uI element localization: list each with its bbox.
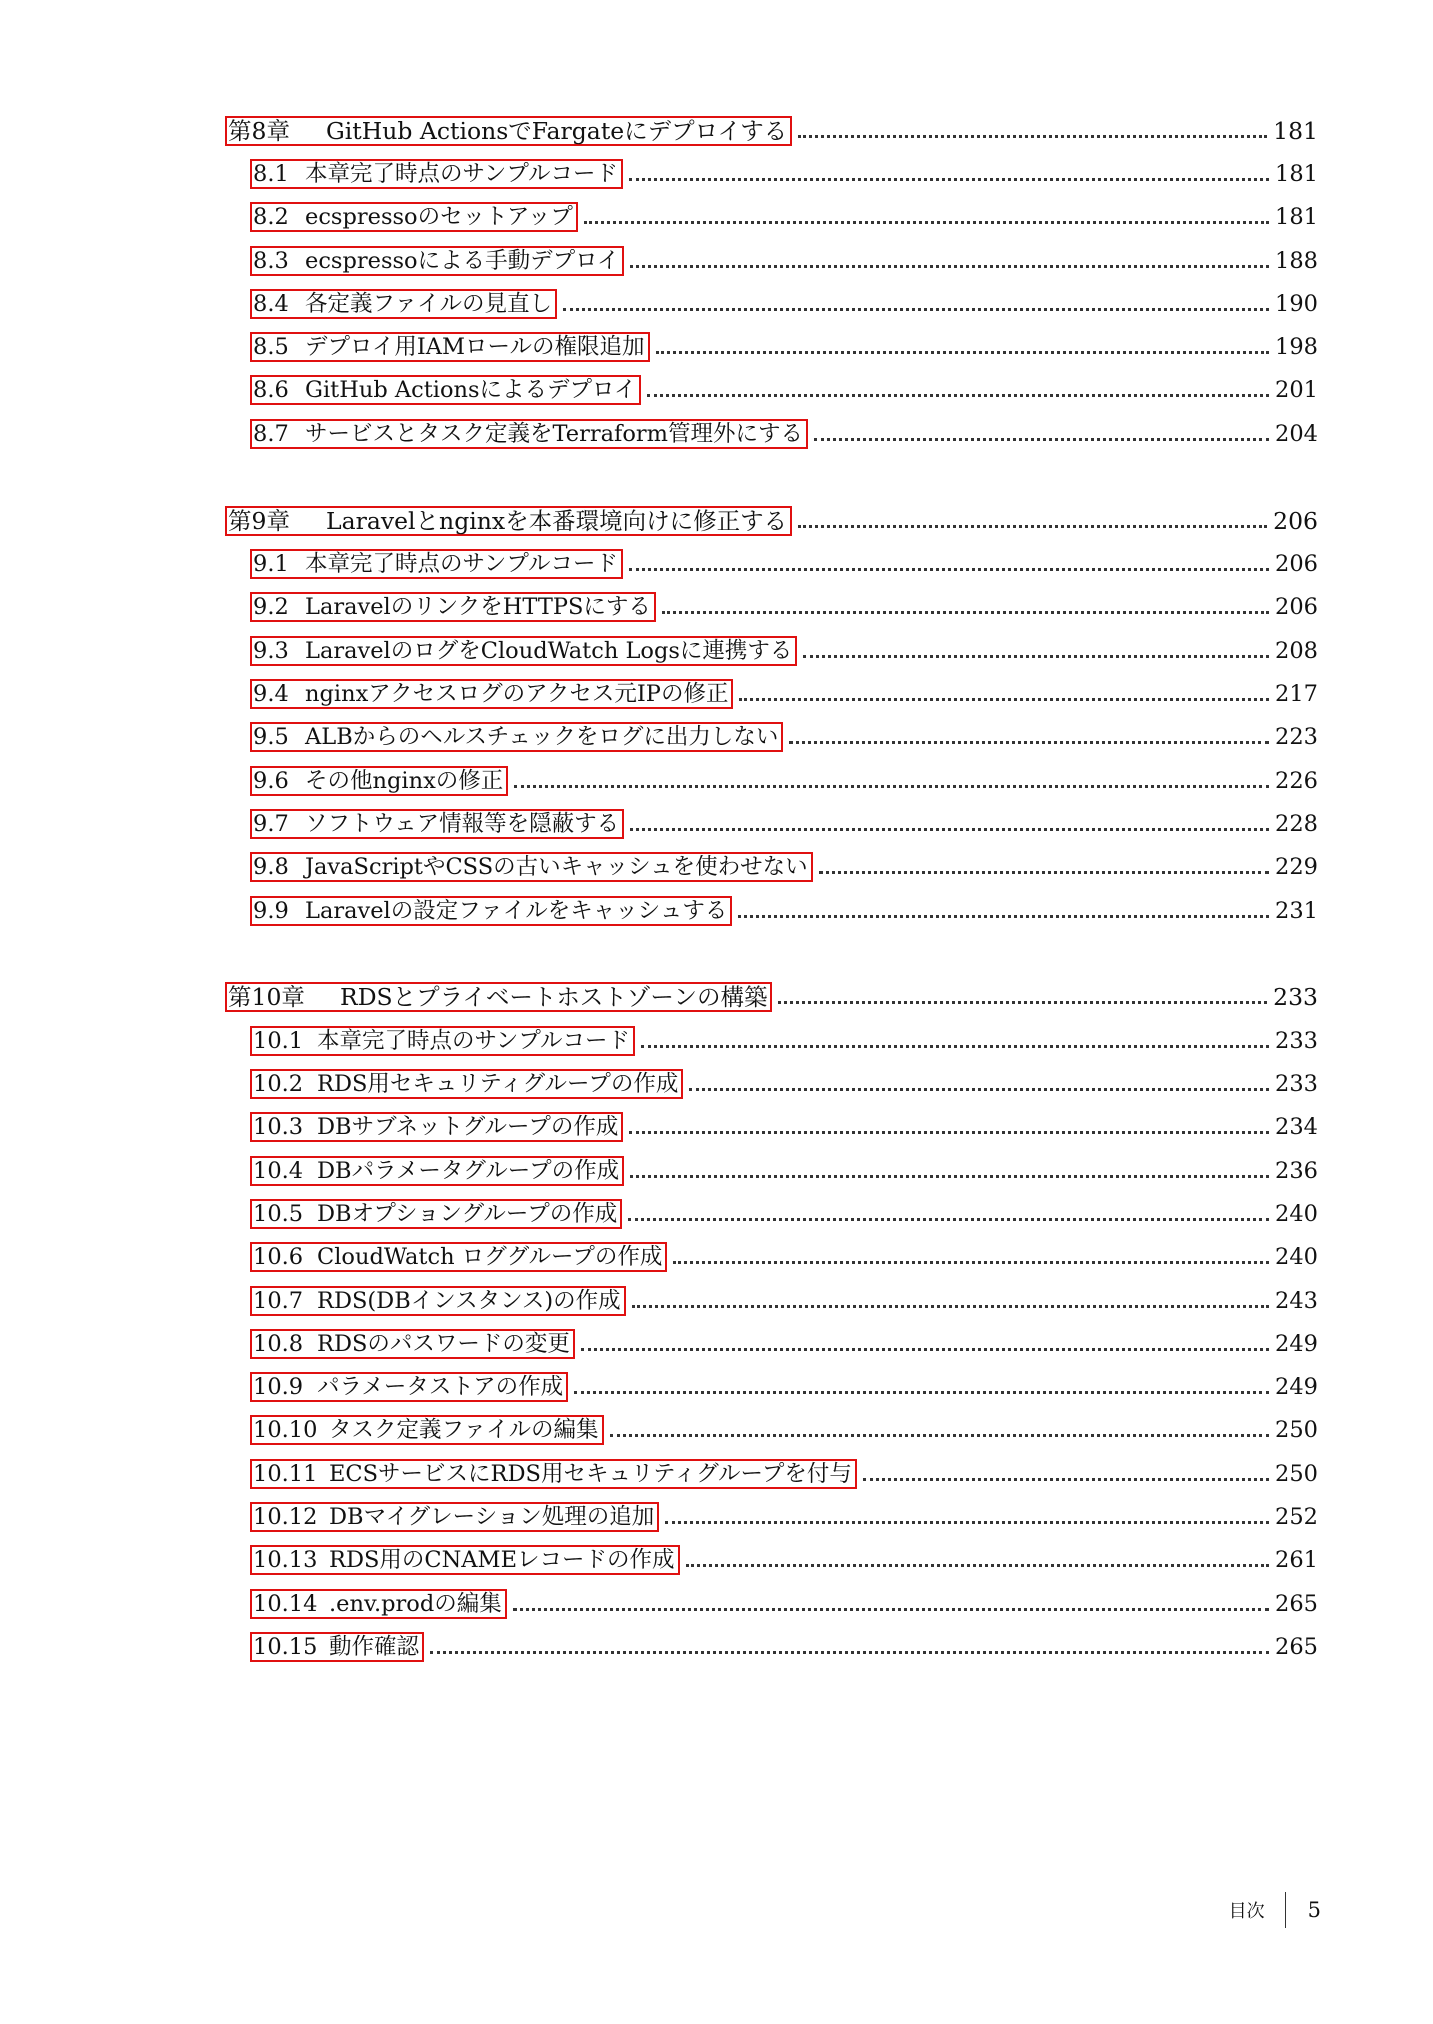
toc-section-row (250, 1369, 1318, 1405)
footer-page-number: 5 (1307, 1898, 1321, 1922)
page-number: 228 (1275, 811, 1318, 837)
section-link[interactable] (250, 375, 641, 405)
section-title: 本章完了時点のサンプルコード (317, 1028, 630, 1054)
section-title: ALBからのヘルスチェックをログに出力しない (305, 724, 779, 750)
dot-leader (662, 611, 1269, 614)
section-number: 9.5 (253, 724, 289, 750)
page-number: 198 (1275, 334, 1318, 360)
page-number: 190 (1275, 291, 1318, 317)
page-number: 265 (1275, 1634, 1318, 1660)
toc-section-row (250, 1586, 1318, 1622)
dot-leader (581, 1348, 1269, 1351)
section-link[interactable] (250, 1286, 626, 1316)
dot-leader (798, 135, 1267, 138)
section-link[interactable] (250, 246, 624, 276)
section-title: 本章完了時点のサンプルコード (305, 161, 618, 187)
toc-section-row (250, 719, 1318, 755)
toc-section-row (250, 286, 1318, 322)
section-title: サービスとタスク定義をTerraform管理外にする (305, 421, 803, 447)
dot-leader (514, 785, 1269, 788)
toc-section-row (250, 372, 1318, 408)
section-link[interactable] (250, 289, 557, 319)
section-number: 9.7 (253, 811, 289, 837)
page-number: 201 (1275, 377, 1318, 403)
section-number: 10.1 (253, 1028, 304, 1054)
section-link[interactable] (250, 1069, 683, 1099)
section-link[interactable] (250, 1156, 624, 1186)
toc-section-row (250, 849, 1318, 885)
page-number: 249 (1275, 1374, 1318, 1400)
section-number: 10.14 (253, 1591, 318, 1617)
chapter-link[interactable] (225, 116, 792, 146)
dot-leader (632, 1305, 1269, 1308)
section-link[interactable] (250, 549, 623, 579)
section-number: 10.6 (253, 1244, 304, 1270)
toc-section-row (250, 243, 1318, 279)
dot-leader (798, 525, 1267, 528)
section-title: LaravelのログをCloudWatch Logsに連携する (305, 638, 793, 664)
toc-section-row (250, 763, 1318, 799)
section-link[interactable] (250, 1459, 857, 1489)
section-number: 8.7 (253, 421, 289, 447)
section-title: RDS(DBインスタンス)の作成 (317, 1288, 621, 1314)
dot-leader (629, 178, 1269, 181)
dot-leader (574, 1391, 1269, 1394)
section-title: RDS用のCNAMEレコードの作成 (329, 1547, 675, 1573)
section-title: DBサブネットグループの作成 (317, 1114, 619, 1140)
section-title: デプロイ用IAMロールの権限追加 (305, 334, 645, 360)
section-link[interactable] (250, 1545, 680, 1575)
chapter-number: 第9章 (228, 507, 290, 535)
dot-leader (665, 1521, 1269, 1524)
dot-leader (629, 568, 1269, 571)
page-number: 233 (1275, 1071, 1318, 1097)
toc-section-row (250, 1196, 1318, 1232)
page-number: 226 (1275, 768, 1318, 794)
dot-leader (738, 915, 1269, 918)
toc-section-row (250, 806, 1318, 842)
page-number: 206 (1275, 551, 1318, 577)
page-number: 217 (1275, 681, 1318, 707)
section-number: 10.2 (253, 1071, 304, 1097)
page-number: 181 (1275, 204, 1318, 230)
section-title: 各定義ファイルの見直し (305, 291, 553, 317)
section-number: 9.8 (253, 854, 289, 880)
chapter-number: 第8章 (228, 117, 290, 145)
toc-section-row (250, 1629, 1318, 1665)
section-title: LaravelのリンクをHTTPSにする (305, 594, 651, 620)
dot-leader (628, 1218, 1269, 1221)
section-number: 8.1 (253, 161, 289, 187)
section-number: 10.7 (253, 1288, 304, 1314)
section-link[interactable] (250, 1502, 659, 1532)
toc-section-row (250, 676, 1318, 712)
section-number: 8.6 (253, 377, 289, 403)
section-link[interactable] (250, 1242, 667, 1272)
dot-leader (610, 1434, 1269, 1437)
section-title: .env.prodの編集 (329, 1591, 502, 1617)
dot-leader (641, 1045, 1269, 1048)
page-number: 261 (1275, 1547, 1318, 1573)
page-number: 252 (1275, 1504, 1318, 1530)
footer-label: 目次 (1228, 1901, 1265, 1922)
section-number: 10.9 (253, 1374, 304, 1400)
page-number: 204 (1275, 421, 1318, 447)
section-link[interactable] (250, 1632, 424, 1662)
toc-chapter-row (225, 113, 1318, 149)
dot-leader (803, 655, 1269, 658)
page-number: 234 (1275, 1114, 1318, 1140)
page-footer (1229, 1892, 1321, 1928)
toc-section-row (250, 199, 1318, 235)
toc-chapter-row (225, 979, 1318, 1015)
toc-chapter-row (225, 503, 1318, 539)
toc-section-row (250, 416, 1318, 452)
toc-section-row (250, 329, 1318, 365)
page-number: 249 (1275, 1331, 1318, 1357)
dot-leader (630, 1175, 1269, 1178)
toc-section-row (250, 1499, 1318, 1535)
section-number: 8.4 (253, 291, 289, 317)
section-title: 動作確認 (329, 1634, 420, 1660)
page-number: 250 (1275, 1461, 1318, 1487)
section-title: DBマイグレーション処理の追加 (329, 1504, 655, 1530)
page-number: 181 (1275, 161, 1318, 187)
section-number: 10.10 (253, 1417, 318, 1443)
page-number: 250 (1275, 1417, 1318, 1443)
section-link[interactable] (250, 1415, 604, 1445)
dot-leader (686, 1564, 1270, 1567)
page-number: 233 (1273, 983, 1318, 1011)
dot-leader (863, 1478, 1269, 1481)
section-number: 10.15 (253, 1634, 318, 1660)
section-title: その他nginxの修正 (305, 768, 504, 794)
toc-section-row (250, 589, 1318, 625)
page-number: 188 (1275, 248, 1318, 274)
page-number: 223 (1275, 724, 1318, 750)
section-link[interactable] (250, 636, 797, 666)
section-title: nginxアクセスログのアクセス元IPの修正 (305, 681, 729, 707)
dot-leader (789, 741, 1269, 744)
section-link[interactable] (250, 679, 733, 709)
section-number: 10.3 (253, 1114, 304, 1140)
section-link[interactable] (250, 592, 656, 622)
section-number: 10.8 (253, 1331, 304, 1357)
section-number: 10.5 (253, 1201, 304, 1227)
dot-leader (778, 1001, 1267, 1004)
toc-section-row (250, 1326, 1318, 1362)
section-title: パラメータストアの作成 (317, 1374, 564, 1400)
section-number: 9.1 (253, 551, 289, 577)
dot-leader (739, 698, 1269, 701)
section-number: 10.12 (253, 1504, 318, 1530)
section-title: ECSサービスにRDS用セキュリティグループを付与 (329, 1461, 852, 1487)
section-title: DBパラメータグループの作成 (317, 1158, 620, 1184)
dot-leader (819, 871, 1269, 874)
toc-section-row (250, 1283, 1318, 1319)
section-link[interactable] (250, 1026, 635, 1056)
toc-section-row (250, 1109, 1318, 1145)
section-number: 9.9 (253, 898, 289, 924)
section-title: Laravelの設定ファイルをキャッシュする (305, 898, 728, 924)
page-number: 240 (1275, 1201, 1318, 1227)
section-link[interactable] (250, 202, 578, 232)
toc-section-row (250, 1456, 1318, 1492)
page-number: 265 (1275, 1591, 1318, 1617)
section-number: 10.11 (253, 1461, 318, 1487)
section-link[interactable] (250, 1372, 568, 1402)
section-title: ecspressoによる手動デプロイ (305, 248, 620, 274)
toc-section-row (250, 893, 1318, 929)
toc-section-row (250, 1153, 1318, 1189)
chapter-link[interactable] (225, 506, 792, 536)
toc-section-row (250, 546, 1318, 582)
toc-section-row (250, 633, 1318, 669)
dot-leader (656, 351, 1269, 354)
toc-section-row (250, 1066, 1318, 1102)
section-title: ecspressoのセットアップ (305, 204, 573, 230)
dot-leader (689, 1088, 1269, 1091)
section-link[interactable] (250, 722, 783, 752)
section-link[interactable] (250, 332, 650, 362)
section-number: 9.6 (253, 768, 289, 794)
section-link[interactable] (250, 1589, 507, 1619)
page-number: 240 (1275, 1244, 1318, 1270)
dot-leader (513, 1608, 1269, 1611)
section-link[interactable] (250, 1112, 623, 1142)
toc-section-row (250, 1239, 1318, 1275)
section-number: 9.2 (253, 594, 289, 620)
toc-section-row (250, 1542, 1318, 1578)
chapter-title: RDSとプライベートホストゾーンの構築 (340, 983, 768, 1011)
section-link[interactable] (250, 896, 732, 926)
dot-leader (630, 265, 1269, 268)
page-number: 229 (1275, 854, 1318, 880)
section-title: GitHub Actionsによるデプロイ (305, 377, 637, 403)
page-number: 231 (1275, 898, 1318, 924)
dot-leader (563, 308, 1269, 311)
dot-leader (584, 221, 1269, 224)
dot-leader (629, 1131, 1269, 1134)
section-title: タスク定義ファイルの編集 (329, 1417, 599, 1443)
page-number: 233 (1275, 1028, 1318, 1054)
toc-section-row (250, 1023, 1318, 1059)
dot-leader (630, 828, 1269, 831)
section-link[interactable] (250, 766, 508, 796)
section-title: DBオプショングループの作成 (317, 1201, 618, 1227)
chapter-number: 第10章 (228, 983, 305, 1011)
page-number: 181 (1273, 117, 1318, 145)
chapter-link[interactable] (225, 982, 772, 1012)
section-number: 10.4 (253, 1158, 304, 1184)
section-link[interactable] (250, 419, 808, 449)
section-link[interactable] (250, 1329, 575, 1359)
dot-leader (430, 1651, 1269, 1654)
dot-leader (647, 394, 1269, 397)
page-number: 243 (1275, 1288, 1318, 1314)
chapter-title: GitHub ActionsでFargateにデプロイする (326, 117, 788, 145)
section-title: RDSのパスワードの変更 (317, 1331, 570, 1357)
dot-leader (814, 438, 1269, 441)
toc-section-row (250, 156, 1318, 192)
section-title: ソフトウェア情報等を隠蔽する (305, 811, 620, 837)
section-title: JavaScriptやCSSの古いキャッシュを使わせない (305, 854, 808, 880)
toc-section-row (250, 1412, 1318, 1448)
section-link[interactable] (250, 159, 623, 189)
page-number: 206 (1273, 507, 1318, 535)
section-link[interactable] (250, 1199, 622, 1229)
page-number: 206 (1275, 594, 1318, 620)
section-number: 9.4 (253, 681, 289, 707)
section-title: RDS用セキュリティグループの作成 (317, 1071, 679, 1097)
dot-leader (673, 1261, 1269, 1264)
section-link[interactable] (250, 809, 624, 839)
section-number: 10.13 (253, 1547, 318, 1573)
section-title: 本章完了時点のサンプルコード (305, 551, 618, 577)
chapter-title: Laravelとnginxを本番環境向けに修正する (326, 507, 788, 535)
page-number: 208 (1275, 638, 1318, 664)
section-number: 8.3 (253, 248, 289, 274)
section-number: 9.3 (253, 638, 289, 664)
section-number: 8.5 (253, 334, 289, 360)
section-number: 8.2 (253, 204, 289, 230)
section-title: CloudWatch ロググループの作成 (317, 1244, 663, 1270)
page-number: 236 (1275, 1158, 1318, 1184)
section-link[interactable] (250, 852, 813, 882)
